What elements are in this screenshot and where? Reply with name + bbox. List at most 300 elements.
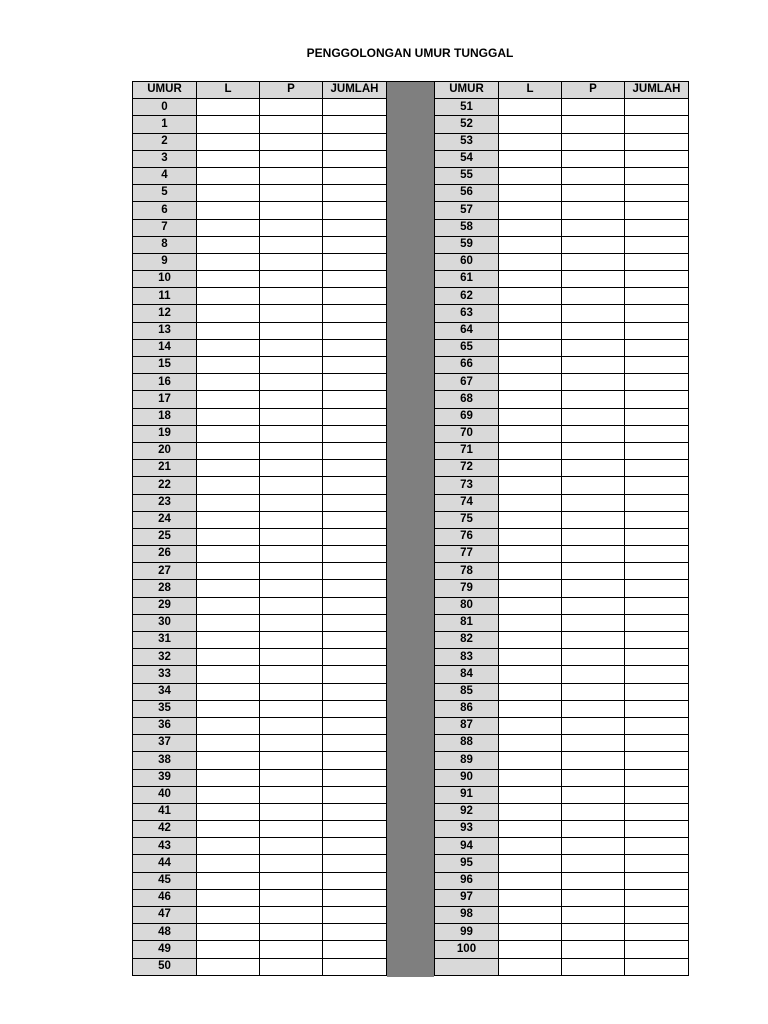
female-count-cell[interactable] bbox=[260, 770, 323, 787]
female-count-cell[interactable] bbox=[260, 632, 323, 649]
male-count-cell[interactable] bbox=[499, 907, 562, 924]
female-count-cell[interactable] bbox=[562, 701, 625, 718]
male-count-cell[interactable] bbox=[499, 666, 562, 683]
female-count-cell[interactable] bbox=[562, 632, 625, 649]
total-count-cell[interactable] bbox=[323, 323, 387, 340]
male-count-cell[interactable] bbox=[197, 168, 260, 185]
male-count-cell[interactable] bbox=[197, 959, 260, 976]
female-count-cell[interactable] bbox=[562, 151, 625, 168]
female-count-cell[interactable] bbox=[562, 512, 625, 529]
female-count-cell[interactable] bbox=[562, 873, 625, 890]
total-count-cell[interactable] bbox=[323, 116, 387, 133]
total-count-cell[interactable] bbox=[625, 495, 689, 512]
female-count-cell[interactable] bbox=[562, 752, 625, 769]
female-count-cell[interactable] bbox=[562, 529, 625, 546]
total-count-cell[interactable] bbox=[323, 391, 387, 408]
total-count-cell[interactable] bbox=[323, 254, 387, 271]
male-count-cell[interactable] bbox=[499, 924, 562, 941]
female-count-cell[interactable] bbox=[260, 220, 323, 237]
total-count-cell[interactable] bbox=[625, 684, 689, 701]
female-count-cell[interactable] bbox=[562, 615, 625, 632]
male-count-cell[interactable] bbox=[197, 340, 260, 357]
male-count-cell[interactable] bbox=[197, 237, 260, 254]
female-count-cell[interactable] bbox=[562, 391, 625, 408]
female-count-cell[interactable] bbox=[562, 134, 625, 151]
total-count-cell[interactable] bbox=[323, 151, 387, 168]
male-count-cell[interactable] bbox=[499, 151, 562, 168]
female-count-cell[interactable] bbox=[260, 529, 323, 546]
female-count-cell[interactable] bbox=[260, 357, 323, 374]
total-count-cell[interactable] bbox=[625, 426, 689, 443]
total-count-cell[interactable] bbox=[625, 787, 689, 804]
total-count-cell[interactable] bbox=[625, 477, 689, 494]
female-count-cell[interactable] bbox=[562, 546, 625, 563]
male-count-cell[interactable] bbox=[197, 151, 260, 168]
female-count-cell[interactable] bbox=[562, 323, 625, 340]
male-count-cell[interactable] bbox=[197, 804, 260, 821]
male-count-cell[interactable] bbox=[197, 735, 260, 752]
male-count-cell[interactable] bbox=[499, 787, 562, 804]
male-count-cell[interactable] bbox=[499, 271, 562, 288]
total-count-cell[interactable] bbox=[323, 924, 387, 941]
female-count-cell[interactable] bbox=[562, 770, 625, 787]
total-count-cell[interactable] bbox=[323, 460, 387, 477]
female-count-cell[interactable] bbox=[260, 305, 323, 322]
total-count-cell[interactable] bbox=[323, 529, 387, 546]
total-count-cell[interactable] bbox=[323, 357, 387, 374]
total-count-cell[interactable] bbox=[625, 151, 689, 168]
total-count-cell[interactable] bbox=[323, 443, 387, 460]
total-count-cell[interactable] bbox=[625, 254, 689, 271]
total-count-cell[interactable] bbox=[625, 598, 689, 615]
male-count-cell[interactable] bbox=[499, 460, 562, 477]
male-count-cell[interactable] bbox=[499, 495, 562, 512]
female-count-cell[interactable] bbox=[260, 787, 323, 804]
total-count-cell[interactable] bbox=[323, 563, 387, 580]
female-count-cell[interactable] bbox=[260, 735, 323, 752]
total-count-cell[interactable] bbox=[323, 168, 387, 185]
male-count-cell[interactable] bbox=[197, 770, 260, 787]
female-count-cell[interactable] bbox=[260, 288, 323, 305]
total-count-cell[interactable] bbox=[323, 735, 387, 752]
female-count-cell[interactable] bbox=[260, 718, 323, 735]
male-count-cell[interactable] bbox=[197, 666, 260, 683]
male-count-cell[interactable] bbox=[499, 185, 562, 202]
total-count-cell[interactable] bbox=[625, 924, 689, 941]
male-count-cell[interactable] bbox=[197, 924, 260, 941]
male-count-cell[interactable] bbox=[197, 271, 260, 288]
total-count-cell[interactable] bbox=[323, 787, 387, 804]
total-count-cell[interactable] bbox=[625, 770, 689, 787]
male-count-cell[interactable] bbox=[197, 323, 260, 340]
total-count-cell[interactable] bbox=[323, 288, 387, 305]
total-count-cell[interactable] bbox=[625, 409, 689, 426]
male-count-cell[interactable] bbox=[499, 116, 562, 133]
female-count-cell[interactable] bbox=[260, 340, 323, 357]
total-count-cell[interactable] bbox=[625, 529, 689, 546]
female-count-cell[interactable] bbox=[260, 615, 323, 632]
female-count-cell[interactable] bbox=[260, 563, 323, 580]
total-count-cell[interactable] bbox=[323, 495, 387, 512]
total-count-cell[interactable] bbox=[323, 821, 387, 838]
male-count-cell[interactable] bbox=[197, 684, 260, 701]
female-count-cell[interactable] bbox=[562, 443, 625, 460]
male-count-cell[interactable] bbox=[499, 838, 562, 855]
male-count-cell[interactable] bbox=[197, 718, 260, 735]
total-count-cell[interactable] bbox=[323, 684, 387, 701]
total-count-cell[interactable] bbox=[625, 460, 689, 477]
male-count-cell[interactable] bbox=[197, 99, 260, 116]
male-count-cell[interactable] bbox=[197, 288, 260, 305]
total-count-cell[interactable] bbox=[323, 615, 387, 632]
male-count-cell[interactable] bbox=[197, 701, 260, 718]
female-count-cell[interactable] bbox=[260, 941, 323, 958]
male-count-cell[interactable] bbox=[197, 563, 260, 580]
total-count-cell[interactable] bbox=[625, 237, 689, 254]
total-count-cell[interactable] bbox=[625, 873, 689, 890]
male-count-cell[interactable] bbox=[197, 305, 260, 322]
male-count-cell[interactable] bbox=[197, 615, 260, 632]
total-count-cell[interactable] bbox=[323, 546, 387, 563]
total-count-cell[interactable] bbox=[625, 134, 689, 151]
male-count-cell[interactable] bbox=[499, 357, 562, 374]
male-count-cell[interactable] bbox=[499, 941, 562, 958]
total-count-cell[interactable] bbox=[625, 340, 689, 357]
male-count-cell[interactable] bbox=[197, 495, 260, 512]
total-count-cell[interactable] bbox=[323, 804, 387, 821]
male-count-cell[interactable] bbox=[499, 563, 562, 580]
total-count-cell[interactable] bbox=[625, 563, 689, 580]
female-count-cell[interactable] bbox=[562, 855, 625, 872]
total-count-cell[interactable] bbox=[625, 959, 689, 976]
male-count-cell[interactable] bbox=[499, 804, 562, 821]
female-count-cell[interactable] bbox=[260, 134, 323, 151]
total-count-cell[interactable] bbox=[323, 941, 387, 958]
male-count-cell[interactable] bbox=[499, 735, 562, 752]
total-count-cell[interactable] bbox=[323, 99, 387, 116]
total-count-cell[interactable] bbox=[625, 202, 689, 219]
total-count-cell[interactable] bbox=[625, 838, 689, 855]
female-count-cell[interactable] bbox=[562, 477, 625, 494]
male-count-cell[interactable] bbox=[197, 409, 260, 426]
total-count-cell[interactable] bbox=[625, 546, 689, 563]
female-count-cell[interactable] bbox=[562, 99, 625, 116]
female-count-cell[interactable] bbox=[562, 580, 625, 597]
total-count-cell[interactable] bbox=[625, 580, 689, 597]
total-count-cell[interactable] bbox=[323, 632, 387, 649]
total-count-cell[interactable] bbox=[625, 443, 689, 460]
male-count-cell[interactable] bbox=[499, 770, 562, 787]
total-count-cell[interactable] bbox=[323, 409, 387, 426]
total-count-cell[interactable] bbox=[625, 752, 689, 769]
female-count-cell[interactable] bbox=[562, 941, 625, 958]
female-count-cell[interactable] bbox=[260, 460, 323, 477]
female-count-cell[interactable] bbox=[260, 512, 323, 529]
male-count-cell[interactable] bbox=[197, 546, 260, 563]
total-count-cell[interactable] bbox=[323, 477, 387, 494]
male-count-cell[interactable] bbox=[499, 288, 562, 305]
male-count-cell[interactable] bbox=[197, 787, 260, 804]
male-count-cell[interactable] bbox=[197, 357, 260, 374]
female-count-cell[interactable] bbox=[562, 409, 625, 426]
total-count-cell[interactable] bbox=[625, 512, 689, 529]
female-count-cell[interactable] bbox=[562, 735, 625, 752]
male-count-cell[interactable] bbox=[499, 855, 562, 872]
male-count-cell[interactable] bbox=[499, 409, 562, 426]
total-count-cell[interactable] bbox=[323, 838, 387, 855]
total-count-cell[interactable] bbox=[625, 288, 689, 305]
total-count-cell[interactable] bbox=[625, 305, 689, 322]
female-count-cell[interactable] bbox=[562, 649, 625, 666]
female-count-cell[interactable] bbox=[562, 959, 625, 976]
male-count-cell[interactable] bbox=[197, 821, 260, 838]
female-count-cell[interactable] bbox=[260, 391, 323, 408]
male-count-cell[interactable] bbox=[499, 873, 562, 890]
total-count-cell[interactable] bbox=[625, 890, 689, 907]
total-count-cell[interactable] bbox=[323, 374, 387, 391]
female-count-cell[interactable] bbox=[260, 168, 323, 185]
male-count-cell[interactable] bbox=[499, 718, 562, 735]
male-count-cell[interactable] bbox=[499, 220, 562, 237]
male-count-cell[interactable] bbox=[197, 890, 260, 907]
total-count-cell[interactable] bbox=[625, 185, 689, 202]
total-count-cell[interactable] bbox=[323, 666, 387, 683]
male-count-cell[interactable] bbox=[499, 580, 562, 597]
female-count-cell[interactable] bbox=[260, 838, 323, 855]
female-count-cell[interactable] bbox=[562, 838, 625, 855]
male-count-cell[interactable] bbox=[499, 959, 562, 976]
female-count-cell[interactable] bbox=[260, 752, 323, 769]
total-count-cell[interactable] bbox=[625, 168, 689, 185]
total-count-cell[interactable] bbox=[323, 752, 387, 769]
female-count-cell[interactable] bbox=[562, 254, 625, 271]
male-count-cell[interactable] bbox=[499, 391, 562, 408]
total-count-cell[interactable] bbox=[625, 701, 689, 718]
total-count-cell[interactable] bbox=[625, 357, 689, 374]
male-count-cell[interactable] bbox=[499, 684, 562, 701]
female-count-cell[interactable] bbox=[562, 684, 625, 701]
male-count-cell[interactable] bbox=[197, 374, 260, 391]
female-count-cell[interactable] bbox=[562, 237, 625, 254]
female-count-cell[interactable] bbox=[260, 426, 323, 443]
female-count-cell[interactable] bbox=[260, 684, 323, 701]
female-count-cell[interactable] bbox=[562, 374, 625, 391]
total-count-cell[interactable] bbox=[625, 855, 689, 872]
male-count-cell[interactable] bbox=[499, 821, 562, 838]
male-count-cell[interactable] bbox=[197, 873, 260, 890]
female-count-cell[interactable] bbox=[260, 924, 323, 941]
female-count-cell[interactable] bbox=[562, 202, 625, 219]
female-count-cell[interactable] bbox=[562, 271, 625, 288]
female-count-cell[interactable] bbox=[562, 185, 625, 202]
total-count-cell[interactable] bbox=[625, 632, 689, 649]
female-count-cell[interactable] bbox=[562, 821, 625, 838]
male-count-cell[interactable] bbox=[197, 529, 260, 546]
male-count-cell[interactable] bbox=[197, 580, 260, 597]
female-count-cell[interactable] bbox=[562, 168, 625, 185]
male-count-cell[interactable] bbox=[197, 443, 260, 460]
female-count-cell[interactable] bbox=[260, 890, 323, 907]
female-count-cell[interactable] bbox=[260, 873, 323, 890]
total-count-cell[interactable] bbox=[323, 185, 387, 202]
male-count-cell[interactable] bbox=[197, 907, 260, 924]
male-count-cell[interactable] bbox=[197, 855, 260, 872]
male-count-cell[interactable] bbox=[499, 426, 562, 443]
female-count-cell[interactable] bbox=[260, 666, 323, 683]
total-count-cell[interactable] bbox=[323, 959, 387, 976]
total-count-cell[interactable] bbox=[625, 649, 689, 666]
female-count-cell[interactable] bbox=[562, 305, 625, 322]
male-count-cell[interactable] bbox=[197, 838, 260, 855]
female-count-cell[interactable] bbox=[260, 323, 323, 340]
total-count-cell[interactable] bbox=[323, 237, 387, 254]
total-count-cell[interactable] bbox=[625, 323, 689, 340]
total-count-cell[interactable] bbox=[625, 116, 689, 133]
female-count-cell[interactable] bbox=[562, 924, 625, 941]
female-count-cell[interactable] bbox=[562, 220, 625, 237]
female-count-cell[interactable] bbox=[260, 116, 323, 133]
female-count-cell[interactable] bbox=[260, 495, 323, 512]
total-count-cell[interactable] bbox=[323, 907, 387, 924]
total-count-cell[interactable] bbox=[323, 718, 387, 735]
total-count-cell[interactable] bbox=[323, 271, 387, 288]
female-count-cell[interactable] bbox=[260, 649, 323, 666]
female-count-cell[interactable] bbox=[562, 340, 625, 357]
female-count-cell[interactable] bbox=[562, 890, 625, 907]
total-count-cell[interactable] bbox=[323, 305, 387, 322]
female-count-cell[interactable] bbox=[260, 477, 323, 494]
male-count-cell[interactable] bbox=[499, 202, 562, 219]
total-count-cell[interactable] bbox=[625, 821, 689, 838]
total-count-cell[interactable] bbox=[323, 890, 387, 907]
female-count-cell[interactable] bbox=[260, 959, 323, 976]
female-count-cell[interactable] bbox=[562, 666, 625, 683]
male-count-cell[interactable] bbox=[197, 512, 260, 529]
female-count-cell[interactable] bbox=[562, 804, 625, 821]
male-count-cell[interactable] bbox=[197, 185, 260, 202]
male-count-cell[interactable] bbox=[197, 477, 260, 494]
male-count-cell[interactable] bbox=[197, 460, 260, 477]
female-count-cell[interactable] bbox=[260, 151, 323, 168]
female-count-cell[interactable] bbox=[562, 288, 625, 305]
female-count-cell[interactable] bbox=[260, 271, 323, 288]
total-count-cell[interactable] bbox=[323, 770, 387, 787]
male-count-cell[interactable] bbox=[499, 615, 562, 632]
total-count-cell[interactable] bbox=[323, 202, 387, 219]
female-count-cell[interactable] bbox=[260, 443, 323, 460]
total-count-cell[interactable] bbox=[323, 220, 387, 237]
female-count-cell[interactable] bbox=[562, 907, 625, 924]
female-count-cell[interactable] bbox=[260, 254, 323, 271]
total-count-cell[interactable] bbox=[625, 907, 689, 924]
female-count-cell[interactable] bbox=[562, 460, 625, 477]
female-count-cell[interactable] bbox=[260, 202, 323, 219]
female-count-cell[interactable] bbox=[260, 701, 323, 718]
female-count-cell[interactable] bbox=[260, 99, 323, 116]
male-count-cell[interactable] bbox=[499, 529, 562, 546]
female-count-cell[interactable] bbox=[562, 563, 625, 580]
total-count-cell[interactable] bbox=[625, 718, 689, 735]
total-count-cell[interactable] bbox=[323, 340, 387, 357]
female-count-cell[interactable] bbox=[260, 237, 323, 254]
total-count-cell[interactable] bbox=[323, 855, 387, 872]
female-count-cell[interactable] bbox=[260, 907, 323, 924]
total-count-cell[interactable] bbox=[625, 735, 689, 752]
male-count-cell[interactable] bbox=[197, 649, 260, 666]
male-count-cell[interactable] bbox=[499, 134, 562, 151]
female-count-cell[interactable] bbox=[260, 855, 323, 872]
total-count-cell[interactable] bbox=[625, 804, 689, 821]
male-count-cell[interactable] bbox=[499, 701, 562, 718]
female-count-cell[interactable] bbox=[260, 821, 323, 838]
total-count-cell[interactable] bbox=[625, 99, 689, 116]
female-count-cell[interactable] bbox=[260, 580, 323, 597]
total-count-cell[interactable] bbox=[323, 873, 387, 890]
male-count-cell[interactable] bbox=[499, 598, 562, 615]
total-count-cell[interactable] bbox=[625, 271, 689, 288]
female-count-cell[interactable] bbox=[260, 804, 323, 821]
total-count-cell[interactable] bbox=[625, 666, 689, 683]
male-count-cell[interactable] bbox=[197, 116, 260, 133]
male-count-cell[interactable] bbox=[197, 134, 260, 151]
total-count-cell[interactable] bbox=[323, 701, 387, 718]
total-count-cell[interactable] bbox=[625, 615, 689, 632]
female-count-cell[interactable] bbox=[562, 116, 625, 133]
total-count-cell[interactable] bbox=[323, 580, 387, 597]
female-count-cell[interactable] bbox=[260, 374, 323, 391]
female-count-cell[interactable] bbox=[562, 357, 625, 374]
male-count-cell[interactable] bbox=[499, 374, 562, 391]
total-count-cell[interactable] bbox=[625, 941, 689, 958]
male-count-cell[interactable] bbox=[197, 202, 260, 219]
female-count-cell[interactable] bbox=[562, 495, 625, 512]
total-count-cell[interactable] bbox=[323, 512, 387, 529]
female-count-cell[interactable] bbox=[260, 598, 323, 615]
male-count-cell[interactable] bbox=[197, 426, 260, 443]
male-count-cell[interactable] bbox=[499, 323, 562, 340]
male-count-cell[interactable] bbox=[499, 752, 562, 769]
female-count-cell[interactable] bbox=[260, 546, 323, 563]
male-count-cell[interactable] bbox=[499, 890, 562, 907]
female-count-cell[interactable] bbox=[260, 409, 323, 426]
male-count-cell[interactable] bbox=[499, 237, 562, 254]
male-count-cell[interactable] bbox=[197, 632, 260, 649]
male-count-cell[interactable] bbox=[197, 391, 260, 408]
male-count-cell[interactable] bbox=[197, 598, 260, 615]
female-count-cell[interactable] bbox=[562, 787, 625, 804]
male-count-cell[interactable] bbox=[499, 443, 562, 460]
male-count-cell[interactable] bbox=[499, 632, 562, 649]
male-count-cell[interactable] bbox=[197, 220, 260, 237]
female-count-cell[interactable] bbox=[562, 598, 625, 615]
male-count-cell[interactable] bbox=[499, 649, 562, 666]
total-count-cell[interactable] bbox=[625, 391, 689, 408]
male-count-cell[interactable] bbox=[499, 512, 562, 529]
total-count-cell[interactable] bbox=[323, 134, 387, 151]
total-count-cell[interactable] bbox=[625, 374, 689, 391]
male-count-cell[interactable] bbox=[499, 305, 562, 322]
male-count-cell[interactable] bbox=[499, 99, 562, 116]
male-count-cell[interactable] bbox=[499, 254, 562, 271]
male-count-cell[interactable] bbox=[499, 546, 562, 563]
female-count-cell[interactable] bbox=[562, 718, 625, 735]
male-count-cell[interactable] bbox=[197, 941, 260, 958]
male-count-cell[interactable] bbox=[499, 477, 562, 494]
male-count-cell[interactable] bbox=[197, 254, 260, 271]
total-count-cell[interactable] bbox=[323, 426, 387, 443]
male-count-cell[interactable] bbox=[499, 340, 562, 357]
male-count-cell[interactable] bbox=[197, 752, 260, 769]
